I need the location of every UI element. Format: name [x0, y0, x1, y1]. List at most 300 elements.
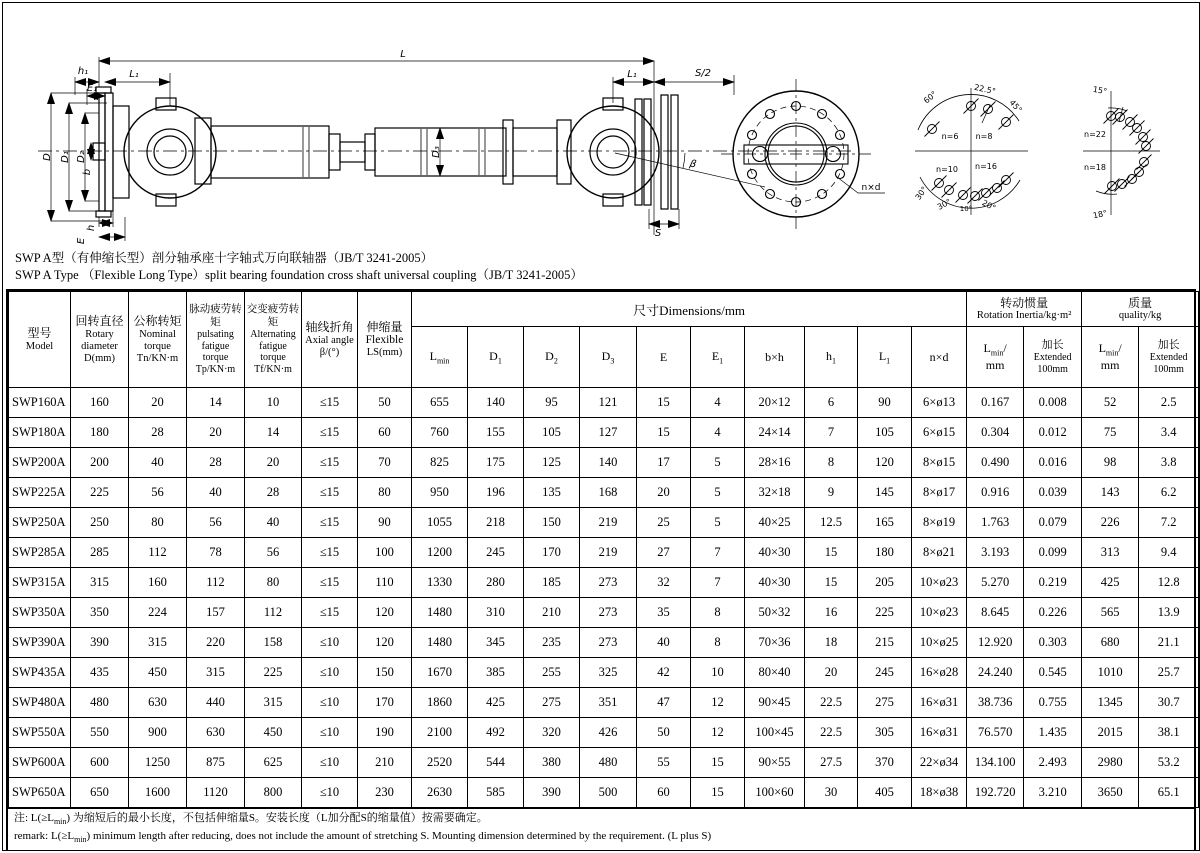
cell: 9.4	[1139, 538, 1199, 568]
cell: 28	[129, 418, 187, 448]
spec-table	[8, 291, 1199, 808]
cell: 16×ø31	[912, 718, 967, 748]
cell: SWP550A	[9, 718, 71, 748]
count-label-n8: n=8	[975, 132, 993, 141]
remark-block	[8, 808, 1194, 851]
cell: 15	[691, 748, 745, 778]
table-row	[9, 628, 1199, 658]
cell: 8×ø17	[912, 478, 967, 508]
table-row	[9, 718, 1199, 748]
cell: 600	[71, 748, 129, 778]
cell: 875	[187, 748, 245, 778]
cell: 245	[468, 538, 524, 568]
cell: 35	[637, 598, 691, 628]
cell: 825	[412, 448, 468, 478]
angle-label-30b: 30°	[935, 197, 953, 212]
cell: ≤15	[302, 418, 358, 448]
cell: 155	[468, 418, 524, 448]
angle-label-20: 20°	[980, 198, 998, 213]
cell: 250	[71, 508, 129, 538]
dim-label-D: D	[42, 153, 53, 161]
cell: 9	[805, 478, 858, 508]
cell: 90×45	[745, 688, 805, 718]
cell: 390	[524, 778, 580, 808]
cell: 245	[858, 658, 912, 688]
cell: 60	[358, 418, 412, 448]
cell: 125	[524, 448, 580, 478]
cell: 5	[691, 508, 745, 538]
cell: 25.7	[1139, 658, 1199, 688]
cell: 8×ø21	[912, 538, 967, 568]
cell: 12.8	[1139, 568, 1199, 598]
cell: 426	[580, 718, 637, 748]
cell: SWP480A	[9, 688, 71, 718]
cell: 390	[71, 628, 129, 658]
cell: 140	[580, 448, 637, 478]
cell: 435	[71, 658, 129, 688]
cell: 90	[358, 508, 412, 538]
cell: 3.4	[1139, 418, 1199, 448]
cell: 145	[858, 478, 912, 508]
cell: 4	[691, 388, 745, 418]
cell: 500	[580, 778, 637, 808]
dim-col-d2: $D_2$	[524, 327, 580, 388]
cell: 7	[691, 568, 745, 598]
angle-label-30a: 30°	[913, 184, 930, 202]
cell: 14	[245, 418, 302, 448]
cell: 235	[524, 628, 580, 658]
cell: 480	[580, 748, 637, 778]
dim-label-h: h	[86, 224, 97, 232]
cell: 40×30	[745, 538, 805, 568]
cell: 0.755	[1024, 688, 1082, 718]
dim-col-e1: $E_1$	[691, 327, 745, 388]
dim-label-beta: β	[688, 158, 698, 171]
cell: 22.5	[805, 718, 858, 748]
cell: 1345	[1082, 688, 1139, 718]
dim-label-S2: S/2	[694, 68, 712, 79]
cell: 80	[245, 568, 302, 598]
cell: 273	[580, 598, 637, 628]
cell: 24.240	[967, 658, 1024, 688]
cell: 52	[1082, 388, 1139, 418]
cell: 14	[187, 388, 245, 418]
cell: 12.920	[967, 628, 1024, 658]
cell: 120	[858, 448, 912, 478]
dim-label-L1-left: L₁	[129, 69, 139, 80]
cell: SWP600A	[9, 748, 71, 778]
dim-col-h1: $h_1$	[805, 327, 858, 388]
cell: 10×ø23	[912, 568, 967, 598]
cell: 56	[187, 508, 245, 538]
dimension-labels	[42, 49, 711, 244]
cell: 370	[858, 748, 912, 778]
cell: 380	[524, 748, 580, 778]
nxd-label: n×d	[861, 183, 881, 193]
note-en: remark: $L(\ge L_{min})$ minimum length after reducing, does not include the amount of stretching S. Mounting dimension determined by the requirement. (L plus S)	[14, 830, 712, 845]
cell: 13.9	[1139, 598, 1199, 628]
bolt-pattern-2	[1083, 85, 1160, 221]
dim-col-d1: $D_1$	[468, 327, 524, 388]
cell: 30.7	[1139, 688, 1199, 718]
cell: 6	[805, 388, 858, 418]
dim-label-h1: h₁	[77, 66, 89, 77]
col-header-model: 型号 Model	[9, 292, 71, 388]
cell: 15	[805, 538, 858, 568]
cell: 22×ø34	[912, 748, 967, 778]
cell: 10	[245, 388, 302, 418]
cell: 90	[858, 388, 912, 418]
cell: 565	[1082, 598, 1139, 628]
cell: 110	[358, 568, 412, 598]
cell: ≤15	[302, 448, 358, 478]
dim-col-bxh: b×h	[745, 327, 805, 388]
cell: 315	[71, 568, 129, 598]
spec-table-frame	[6, 289, 1196, 851]
cell: 78	[187, 538, 245, 568]
cell: 8	[691, 598, 745, 628]
table-row	[9, 748, 1199, 778]
cell: 50	[637, 718, 691, 748]
cell: 0.916	[967, 478, 1024, 508]
cell: 40×30	[745, 568, 805, 598]
sub-col-mass-lmin: $L_{min}/$ mm	[1082, 327, 1139, 388]
cell: 21.1	[1139, 628, 1199, 658]
table-row	[9, 478, 1199, 508]
col-header-nominal-torque: 公称转矩 Nominal torque Tn/KN·m	[129, 292, 187, 388]
cell: 255	[524, 658, 580, 688]
cell: 1480	[412, 598, 468, 628]
table-row	[9, 778, 1199, 808]
cell: 134.100	[967, 748, 1024, 778]
cell: 8	[691, 628, 745, 658]
cell: 10×ø25	[912, 628, 967, 658]
cell: 15	[805, 568, 858, 598]
cell: 280	[468, 568, 524, 598]
group-header-dimensions: 尺寸Dimensions/mm	[412, 292, 967, 327]
cell: 3.8	[1139, 448, 1199, 478]
cell: 6×ø15	[912, 418, 967, 448]
dim-label-S: S	[654, 228, 662, 239]
dim-label-E1: E₁	[86, 83, 98, 94]
cell: 219	[580, 538, 637, 568]
cell: 53.2	[1139, 748, 1199, 778]
cell: 27	[637, 538, 691, 568]
drawing-area	[3, 3, 1199, 254]
dim-label-L1-right: L₁	[627, 69, 637, 80]
cell: 24×14	[745, 418, 805, 448]
cell: 0.545	[1024, 658, 1082, 688]
cell: SWP285A	[9, 538, 71, 568]
cell: 0.039	[1024, 478, 1082, 508]
cell: 0.303	[1024, 628, 1082, 658]
cell: 0.099	[1024, 538, 1082, 568]
cell: 1055	[412, 508, 468, 538]
cell: 205	[858, 568, 912, 598]
cell: 175	[468, 448, 524, 478]
cell: 28×16	[745, 448, 805, 478]
cell: 425	[1082, 568, 1139, 598]
dim-col-nxd: n×d	[912, 327, 967, 388]
cell: 180	[71, 418, 129, 448]
table-row	[9, 418, 1199, 448]
datasheet-page	[2, 2, 1200, 851]
cell: ≤15	[302, 508, 358, 538]
cell: 190	[358, 718, 412, 748]
sub-col-inertia-lmin: $L_{min}/$ mm	[967, 327, 1024, 388]
count-label-n6: n=6	[941, 132, 959, 141]
cell: 20×12	[745, 388, 805, 418]
cell: 315	[187, 658, 245, 688]
cell: 226	[1082, 508, 1139, 538]
dim-col-e: E	[637, 327, 691, 388]
cell: 8×ø19	[912, 508, 967, 538]
cell: 75	[1082, 418, 1139, 448]
cell: 50×32	[745, 598, 805, 628]
cell: 285	[71, 538, 129, 568]
cell: 160	[129, 568, 187, 598]
cell: 0.490	[967, 448, 1024, 478]
count-label-n10: n=10	[936, 165, 958, 174]
cell: 80×40	[745, 658, 805, 688]
cell: 112	[245, 598, 302, 628]
cell: 273	[580, 568, 637, 598]
cell: 2015	[1082, 718, 1139, 748]
cell: 313	[1082, 538, 1139, 568]
cell: 210	[358, 748, 412, 778]
title-cn: SWP A型（有伸缩长型）剖分轴承座十字轴式万向联轴器（JB/T 3241-2005）	[15, 251, 434, 265]
cell: 180	[858, 538, 912, 568]
cell: 15	[637, 418, 691, 448]
cell: 20	[637, 478, 691, 508]
cell: 5	[691, 478, 745, 508]
cell: 7	[691, 538, 745, 568]
cell: 1330	[412, 568, 468, 598]
cell: ≤15	[302, 388, 358, 418]
dim-label-L: L	[400, 49, 406, 60]
angle-label-15: 15°	[1092, 84, 1108, 97]
cell: 12	[691, 718, 745, 748]
bolt-pattern-1	[914, 83, 1028, 215]
cell: ≤10	[302, 628, 358, 658]
cell: 98	[1082, 448, 1139, 478]
cell: 5.270	[967, 568, 1024, 598]
cell: 32×18	[745, 478, 805, 508]
cell: 16×ø28	[912, 658, 967, 688]
cell: ≤10	[302, 778, 358, 808]
cell: 27.5	[805, 748, 858, 778]
cell: 20	[187, 418, 245, 448]
cell: 900	[129, 718, 187, 748]
dim-label-D3: D₃	[431, 146, 442, 158]
cell: 56	[245, 538, 302, 568]
cell: 350	[71, 598, 129, 628]
cell: 2.5	[1139, 388, 1199, 418]
cell: 12	[691, 688, 745, 718]
cell: 112	[129, 538, 187, 568]
cell: SWP435A	[9, 658, 71, 688]
cell: 18	[805, 628, 858, 658]
cell: 158	[245, 628, 302, 658]
cell: 28	[187, 448, 245, 478]
cell: 385	[468, 658, 524, 688]
cell: 1670	[412, 658, 468, 688]
note-cn: 注: $L(\ge L_{min})$ 为缩短后的最小长度，不包括伸缩量S。安装长度（L加分配S的缩量值）按需要确定。	[14, 812, 488, 827]
cell: SWP390A	[9, 628, 71, 658]
table-row	[9, 448, 1199, 478]
cell: 168	[580, 478, 637, 508]
cell: 3.193	[967, 538, 1024, 568]
cell: 100×45	[745, 718, 805, 748]
angle-label-10: 10°	[959, 205, 973, 213]
dim-col-lmin: $L_{min}$	[412, 327, 468, 388]
cell: 8.645	[967, 598, 1024, 628]
col-header-rotary-diameter: 回转直径 Rotary diameter D(mm)	[71, 292, 129, 388]
cell: 0.226	[1024, 598, 1082, 628]
cell: 650	[71, 778, 129, 808]
cell: 140	[468, 388, 524, 418]
cell: SWP315A	[9, 568, 71, 598]
cell: 40	[187, 478, 245, 508]
cell: 80	[129, 508, 187, 538]
cell: 625	[245, 748, 302, 778]
cell: 273	[580, 628, 637, 658]
cell: 47	[637, 688, 691, 718]
cell: 1010	[1082, 658, 1139, 688]
cell: 20	[129, 388, 187, 418]
dim-col-l1: $L_1$	[858, 327, 912, 388]
table-row	[9, 568, 1199, 598]
cell: 0.012	[1024, 418, 1082, 448]
cell: 0.016	[1024, 448, 1082, 478]
cell: SWP225A	[9, 478, 71, 508]
cell: 120	[358, 598, 412, 628]
cell: 10	[691, 658, 745, 688]
cell: 170	[524, 538, 580, 568]
cell: 760	[412, 418, 468, 448]
cell: 492	[468, 718, 524, 748]
cell: 15	[637, 388, 691, 418]
cell: 405	[858, 778, 912, 808]
cell: 55	[637, 748, 691, 778]
cell: 32	[637, 568, 691, 598]
cell: 95	[524, 388, 580, 418]
cell: ≤15	[302, 568, 358, 598]
cell: 90×55	[745, 748, 805, 778]
cell: 2980	[1082, 748, 1139, 778]
title-en: SWP A Type （Flexible Long Type）split bearing foundation cross shaft universal coupling（JB/T 3241-2005）	[15, 268, 583, 282]
cell: 127	[580, 418, 637, 448]
cell: 3650	[1082, 778, 1139, 808]
cell: SWP160A	[9, 388, 71, 418]
angle-label-22-5: 22.5°	[973, 82, 997, 97]
cell: 2100	[412, 718, 468, 748]
cell: 150	[524, 508, 580, 538]
cell: ≤15	[302, 538, 358, 568]
cell: 15	[691, 778, 745, 808]
cell: 305	[858, 718, 912, 748]
cell: 1.763	[967, 508, 1024, 538]
cell: ≤15	[302, 598, 358, 628]
cell: 1250	[129, 748, 187, 778]
angle-label-18: 18°	[1092, 208, 1108, 221]
table-row	[9, 508, 1199, 538]
cell: 215	[858, 628, 912, 658]
cell: 655	[412, 388, 468, 418]
cell: 100×60	[745, 778, 805, 808]
cell: 65.1	[1139, 778, 1199, 808]
cell: 20	[245, 448, 302, 478]
cell: 143	[1082, 478, 1139, 508]
cell: ≤10	[302, 688, 358, 718]
cell: 0.008	[1024, 388, 1082, 418]
cell: 275	[524, 688, 580, 718]
count-label-n16: n=16	[975, 162, 997, 171]
cell: SWP350A	[9, 598, 71, 628]
cell: 8×ø15	[912, 448, 967, 478]
cell: 192.720	[967, 778, 1024, 808]
cell: 440	[187, 688, 245, 718]
sub-col-inertia-extended: 加长 Extended 100mm	[1024, 327, 1082, 388]
cell: 4	[691, 418, 745, 448]
title-block	[15, 250, 583, 284]
technical-drawing	[3, 3, 1199, 249]
cell: 219	[580, 508, 637, 538]
cell: 315	[129, 628, 187, 658]
cell: 17	[637, 448, 691, 478]
cell: 425	[468, 688, 524, 718]
cell: 170	[358, 688, 412, 718]
cell: 6×ø13	[912, 388, 967, 418]
cell: 210	[524, 598, 580, 628]
cell: 200	[71, 448, 129, 478]
cell: SWP200A	[9, 448, 71, 478]
angle-label-60: 60°	[921, 89, 939, 106]
dimension-lines	[51, 57, 765, 241]
cell: 10×ø23	[912, 598, 967, 628]
dim-label-D2: D₂	[76, 151, 87, 163]
cell: 1600	[129, 778, 187, 808]
cell: 1860	[412, 688, 468, 718]
cell: 450	[245, 718, 302, 748]
cell: 135	[524, 478, 580, 508]
cell: ≤15	[302, 478, 358, 508]
cell: 230	[358, 778, 412, 808]
cell: 630	[187, 718, 245, 748]
cell: 112	[187, 568, 245, 598]
cell: 185	[524, 568, 580, 598]
table-row	[9, 388, 1199, 418]
cell: 25	[637, 508, 691, 538]
cell: 18×ø38	[912, 778, 967, 808]
flange-front-view	[721, 79, 885, 231]
dim-label-D1: D₁	[60, 151, 71, 163]
table-row	[9, 658, 1199, 688]
cell: 224	[129, 598, 187, 628]
dim-label-E: E	[76, 237, 87, 245]
cell: 8	[805, 448, 858, 478]
table-row	[9, 538, 1199, 568]
cell: 40	[637, 628, 691, 658]
cell: 225	[71, 478, 129, 508]
cell: 1.435	[1024, 718, 1082, 748]
cell: 345	[468, 628, 524, 658]
cell: 320	[524, 718, 580, 748]
cell: 60	[637, 778, 691, 808]
cell: ≤10	[302, 718, 358, 748]
cell: 0.304	[967, 418, 1024, 448]
cell: 950	[412, 478, 468, 508]
